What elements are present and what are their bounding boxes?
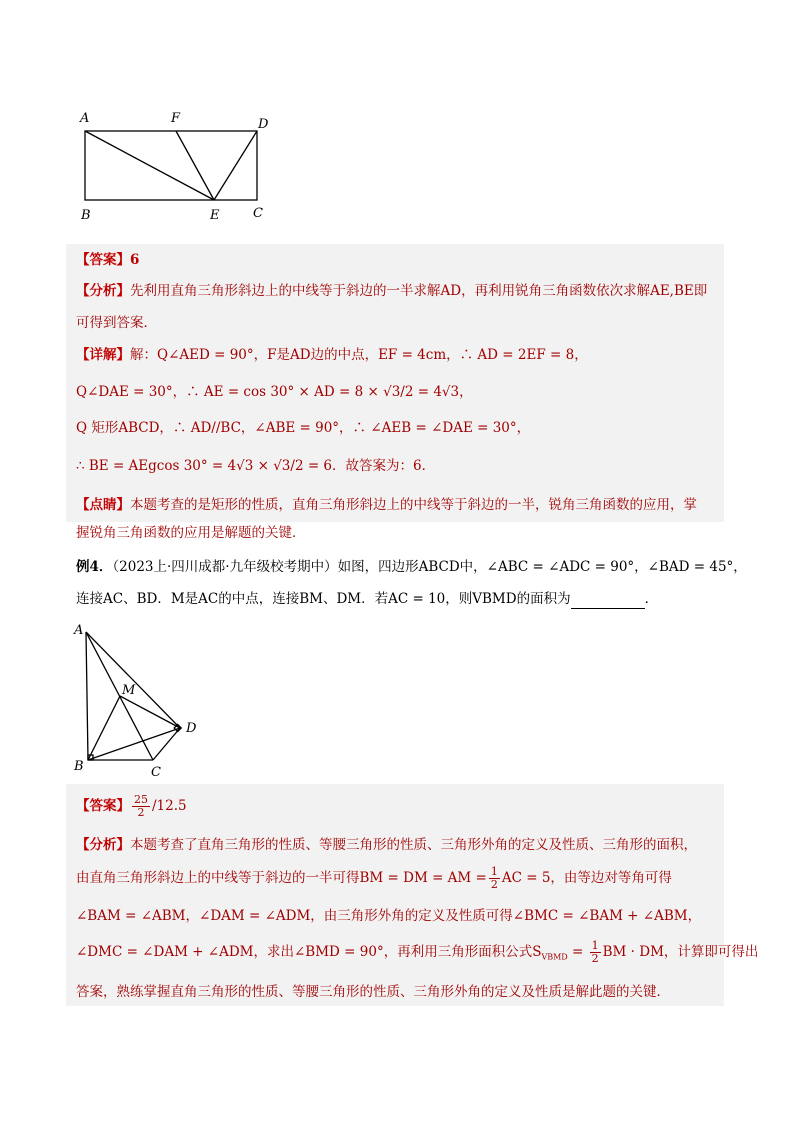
answer-alt: /12.5 (152, 798, 187, 814)
analysis-text-2b: AC = 5，由等边对等角可得 (501, 870, 672, 886)
detail-tag: 【详解】 (76, 347, 130, 363)
segment-de (214, 131, 257, 200)
ex4-analysis-line-2 (76, 866, 726, 891)
half-fraction (489, 866, 500, 891)
analysis-text-2a: 由直角三角形斜边上的中线等于斜边的一半可得BM = DM = AM = (76, 870, 487, 886)
label-d: D (258, 117, 269, 132)
ex4-question-text-2: 连接AC、BD．M是AC的中点，连接BM、DM．若AC = 10，则VBMD的面积为 (76, 591, 571, 607)
label-b: B (74, 759, 84, 774)
analysis-tag: 【分析】 (76, 283, 130, 299)
answer-tag: 【答案】 (76, 798, 130, 814)
figure-rectangle-abcd (70, 100, 280, 230)
label-m: M (122, 683, 136, 698)
segment-ad (86, 632, 180, 728)
analysis-text-1: 先利用直角三角形斜边上的中线等于斜边的一半求解AD，再利用锐角三角函数依次求解AE,BE即 (130, 283, 708, 299)
label-b: B (81, 208, 91, 223)
ex3-answer-line (76, 250, 726, 270)
answer-blank (571, 594, 645, 609)
ex4-question-line-1 (76, 557, 747, 577)
analysis-text-4b: BM · DM，计算即可得出 (602, 944, 759, 960)
label-f: F (171, 111, 181, 126)
answer-numerator: 25 (134, 793, 148, 806)
area-numerator: 1 (591, 939, 599, 952)
rect-abcd (85, 131, 257, 200)
ex4-question-text-1: 如图，四边形ABCD中，∠ABC = ∠ADC = 90°，∠BAD = 45°， (337, 559, 747, 575)
area-denominator: 2 (591, 952, 599, 965)
ex4-title: 例4． (76, 559, 113, 575)
half-denominator: 2 (490, 878, 498, 891)
figure-quadrilateral-abcd (66, 618, 216, 783)
answer-value: 6 (130, 252, 140, 268)
segment-dm (120, 696, 180, 728)
answer-fraction (132, 794, 150, 819)
ex4-answer-line (76, 794, 726, 819)
ex4-analysis-line-4 (76, 939, 759, 968)
segment-ab (86, 632, 88, 760)
label-c: C (253, 206, 263, 221)
ex3-detail-line-4: ∴ BE = AEgcos 30° = 4√3 × √3/2 = 6．故答案为：6． (76, 458, 436, 474)
analysis-tag: 【分析】 (76, 837, 130, 853)
ex4-analysis-line-5: 答案，熟练掌握直角三角形的性质、等腰三角形的性质、三角形外角的定义及性质是解此题的关键． (76, 984, 670, 1000)
ex4-source: （2023上·四川成都·九年级校考期中） (112, 559, 338, 575)
comment-tag: 【点睛】 (76, 497, 130, 513)
ex3-detail-line-2: Q∠DAE = 30°，∴ AE = cos 30° × AD = 8 × √3/2 = 4√3， (76, 384, 473, 400)
half-numerator: 1 (490, 865, 498, 878)
answer-denominator: 2 (137, 806, 145, 819)
ex3-analysis-line-1 (76, 281, 726, 301)
label-d: D (186, 721, 197, 736)
analysis-text-1: 本题考查了直角三角形的性质、等腰三角形的性质、三角形外角的定义及性质、三角形的面积， (130, 837, 697, 853)
analysis-text-4a: ∠DMC = ∠DAM + ∠ADM，求出∠BMD = 90°，再利用三角形面积公式S (76, 944, 542, 960)
ex4-analysis-line-3: ∠BAM = ∠ABM，∠DAM = ∠ADM，由三角形外角的定义及性质可得∠BMC = ∠BAM + ∠ABM， (76, 908, 702, 924)
area-equals: = (567, 944, 588, 960)
label-e: E (210, 208, 220, 223)
ex3-detail-line-3: Q 矩形ABCD，∴ AD//BC，∠ABE = 90°，∴ ∠AEB = ∠DAE = 30°， (76, 420, 531, 436)
ex4-analysis-line-1 (76, 835, 726, 855)
label-a: A (74, 623, 84, 638)
ex4-question-end: ． (644, 591, 659, 607)
answer-tag: 【答案】 (76, 252, 130, 268)
ex4-question-line-2 (76, 589, 726, 609)
label-c: C (151, 765, 161, 780)
detail-text-1: 解：Q∠AED = 90°，F是AD边的中点，EF = 4cm，∴ AD = 2EF = 8， (130, 347, 588, 363)
area-fraction (590, 940, 601, 965)
area-subscript: VBMD (541, 952, 568, 962)
label-a: A (80, 111, 90, 126)
ex3-comment-line-1 (76, 495, 726, 515)
comment-text-1: 本题考查的是矩形的性质，直角三角形斜边上的中线等于斜边的一半，锐角三角函数的应用，掌 (130, 497, 697, 513)
ex3-comment-line-2: 握锐角三角函数的应用是解题的关键． (76, 525, 306, 541)
ex3-detail-line-1 (76, 345, 726, 365)
ex3-analysis-line-2: 可得到答案． (76, 315, 157, 331)
